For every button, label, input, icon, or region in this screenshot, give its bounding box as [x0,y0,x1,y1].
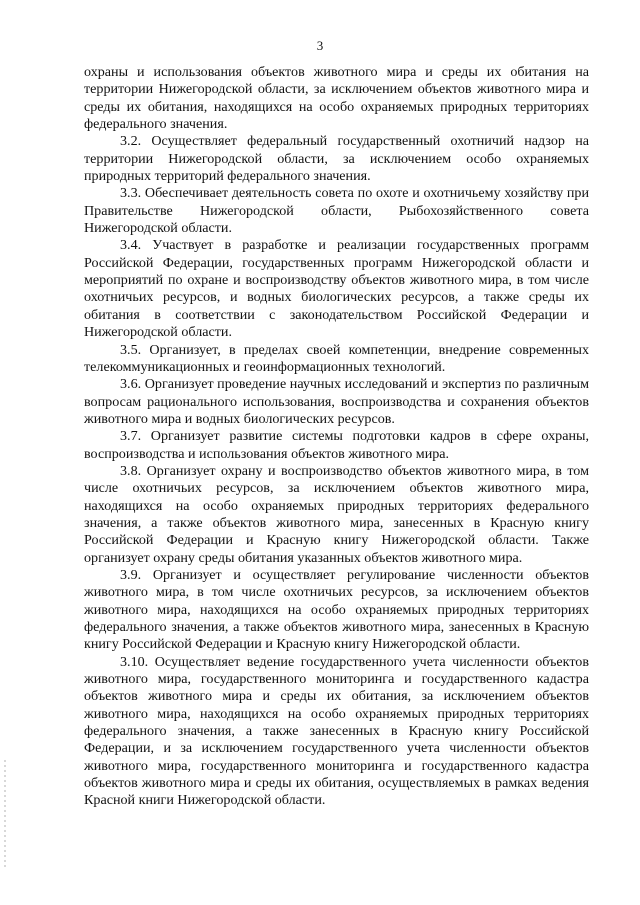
paragraph-3-5: 3.5. Организует, в пределах своей компетенции, внедрение современных телекоммуникационных и геоинформационных технологий. [84,341,589,375]
page-number: 3 [316,38,324,53]
paragraph-3-10: 3.10. Осуществляет ведение государственного учета численности объектов животного мира, государственного мониторинга и государственного кадастра объектов животного мира и среды их обитания, за исключением объектов животного мира, находящихся на особо охраняемых природных территориях федерального значения, а также занесенных в Красную книгу Российской Федерации, и за исключением государственного учета численности объектов животного мира, государственного мониторинга и государственного кадастра объектов животного мира и среды их обитания, осуществляемых в рамках ведения Красной книги Нижегородской области. [84,653,589,809]
document-body [84,64,589,810]
paragraph-3-4: 3.4. Участвует в разработке и реализации государственных программ Российской Федерации, государственных программ Нижегородской области и мероприятий по охране и воспроизводству объектов животного мира, в том числе охотничьих ресурсов, и водных биологических ресурсов, а также среды их обитания в соответствии с законодательством Российской Федерации и Нижегородской области. [84,237,589,341]
paragraph-3-8: 3.8. Организует охрану и воспроизводство объектов животного мира, в том числе охотничьих ресурсов, за исключением объектов животного мира, находящихся на особо охраняемых природных территориях федерального значения, а также объектов животного мира, занесенных в Красную книгу Российской Федерации и Красную книгу Нижегородской области. Также организует охрану среды обитания указанных объектов животного мира. [84,462,589,566]
paragraph-3-2: 3.2. Осуществляет федеральный государственный охотничий надзор на территории Нижегородской области, за исключением особо охраняемых природных территорий федерального значения. [84,133,589,185]
paragraph-3-3: 3.3. Обеспечивает деятельность совета по охоте и охотничьему хозяйству при Правительстве Нижегородской области, Рыбохозяйственного совета Нижегородской области. [84,185,589,237]
paragraph-3-9: 3.9. Организует и осуществляет регулирование численности объектов животного мира, в том числе охотничьих ресурсов, за исключением объектов животного мира, находящихся на особо охраняемых природных территориях федерального значения, а также объектов животного мира, занесенных в Красную книгу Российской Федерации и Красную книгу Нижегородской области. [84,566,589,653]
paragraph-continuation: охраны и использования объектов животного мира и среды их обитания на территории Нижегородской области, за исключением объектов животного мира и среды их обитания, находящихся на особо охраняемых природных территориях федерального значения. [84,64,589,133]
scan-margin-mark [4,760,6,870]
paragraph-3-6: 3.6. Организует проведение научных исследований и экспертиз по различным вопросам рационального использования, воспроизводства и сохранения объектов животного мира и водных биологических ресурсов. [84,376,589,427]
paragraph-3-7: 3.7. Организует развитие системы подготовки кадров в сфере охраны, воспроизводства и использования объектов животного мира. [84,428,589,462]
